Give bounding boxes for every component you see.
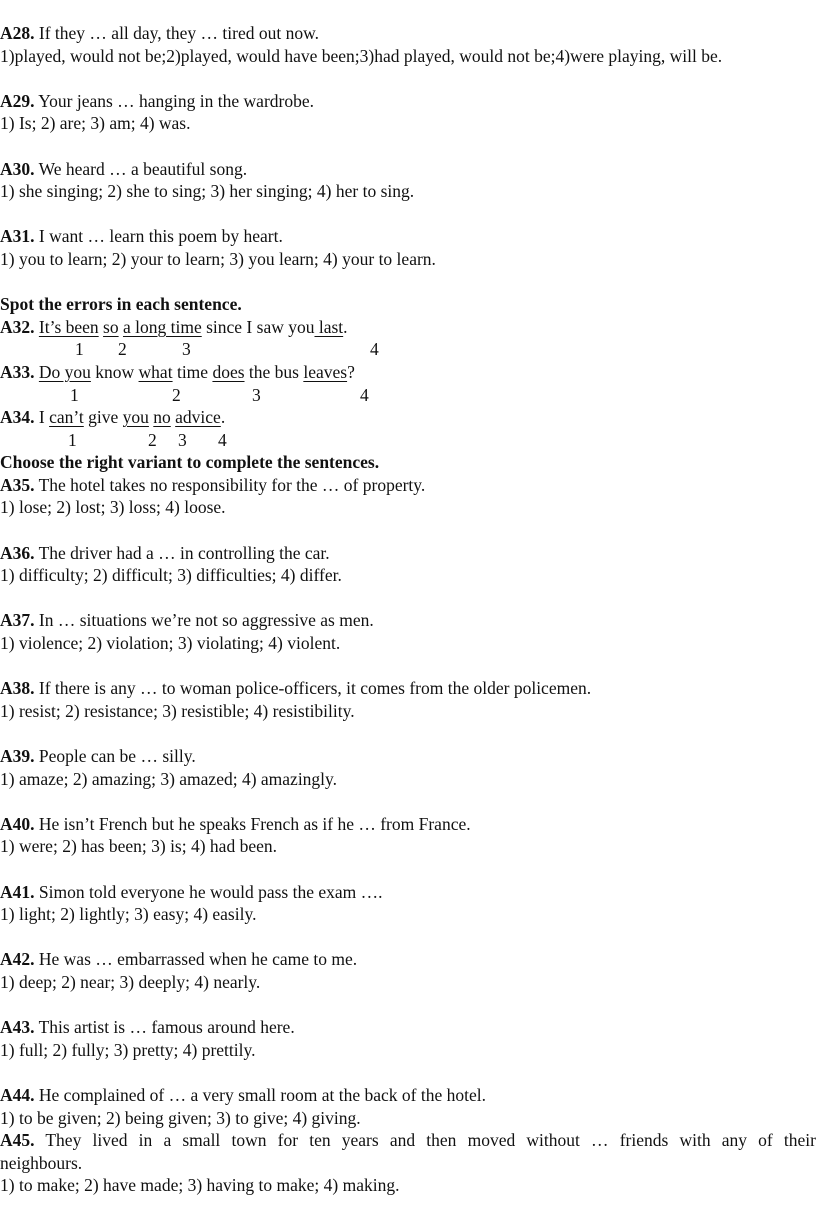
question-a41	[0, 881, 816, 926]
question-a35	[0, 474, 816, 519]
question-number: A28.	[0, 23, 35, 43]
section-heading-variants: Choose the right variant to complete the sentences.	[0, 452, 380, 473]
question-a36	[0, 542, 816, 587]
question-number: A37.	[0, 610, 35, 631]
underlined-part-3: a long time	[122, 316, 202, 337]
underlined-part-4: advice	[175, 407, 221, 428]
question-text: We heard … a beautiful song.	[34, 158, 248, 179]
question-text: In … situations we’re not so aggressive as men.	[34, 610, 374, 631]
part-number: 3	[252, 384, 261, 405]
question-a34: A34. I can’t give you no advice. 1 2 3 4	[0, 406, 816, 451]
answer-options: 1) deep; 2) near; 3) deeply; 4) nearly.	[0, 971, 261, 992]
question-a29	[0, 90, 816, 135]
question-number: A29.	[0, 90, 35, 111]
question-a45	[0, 1129, 816, 1197]
question-number: A45.	[0, 1130, 35, 1151]
question-number: A43.	[0, 1017, 35, 1038]
answer-options: 1)played, would not be;2)played, would have been;3)had played, would not be;4)were playing, will be.	[0, 45, 723, 66]
question-a30	[0, 158, 816, 203]
underlined-part-1: can’t	[49, 407, 84, 428]
underlined-part-1: Do you	[38, 361, 91, 382]
question-text: The driver had a … in controlling the car.	[34, 542, 330, 563]
part-number: 1	[70, 384, 79, 405]
part-number: 3	[178, 429, 187, 450]
question-number: A41.	[0, 881, 35, 902]
question-number: A30.	[0, 158, 35, 179]
answer-options: 1) she singing; 2) she to sing; 3) her singing; 4) her to sing.	[0, 181, 415, 202]
question-number: A39.	[0, 746, 35, 766]
answer-options: 1) lose; 2) lost; 3) loss; 4) loose.	[0, 497, 226, 518]
underlined-part-2: so	[103, 316, 119, 337]
underlined-part-3: does	[212, 361, 245, 382]
answer-options: 1) to be given; 2) being given; 3) to give; 4) giving.	[0, 1107, 361, 1128]
answer-options: 1) were; 2) has been; 3) is; 4) had been.	[0, 836, 277, 857]
question-text: If they … all day, they … tired out now.	[34, 23, 319, 43]
question-a38	[0, 677, 816, 722]
part-number: 3	[182, 339, 191, 360]
question-text-continued: neighbours.	[0, 1152, 83, 1173]
underlined-part-2: you	[122, 407, 149, 428]
question-number: A36.	[0, 542, 35, 563]
question-a32: A32. It’s been so a long time since I saw you last. 1 2 3 4	[0, 316, 816, 361]
question-number: A44.	[0, 1084, 35, 1105]
question-text: People can be … silly.	[34, 746, 196, 766]
question-number: A34.	[0, 407, 35, 428]
part-numbers	[0, 384, 816, 407]
question-text: This artist is … famous around here.	[34, 1017, 295, 1038]
question-number: A33.	[0, 361, 35, 382]
answer-options: 1) to make; 2) have made; 3) having to make; 4) making.	[0, 1175, 400, 1196]
part-number: 4	[360, 384, 369, 405]
question-a44	[0, 1084, 816, 1129]
part-number: 2	[148, 429, 157, 450]
answer-options: 1) light; 2) lightly; 3) easy; 4) easily.	[0, 904, 257, 925]
question-text: If there is any … to woman police-officers, it comes from the older policemen.	[34, 678, 592, 699]
section-heading-errors: Spot the errors in each sentence.	[0, 294, 242, 315]
underlined-part-1: It’s been	[38, 316, 99, 337]
part-numbers	[0, 429, 816, 452]
question-a37	[0, 609, 816, 654]
underlined-part-4: last	[314, 316, 344, 337]
question-a43	[0, 1016, 816, 1061]
question-a31	[0, 225, 816, 270]
underlined-part-2: what	[138, 361, 173, 382]
answer-options: 1) full; 2) fully; 3) pretty; 4) prettily.	[0, 1039, 256, 1060]
part-number: 2	[172, 384, 181, 405]
question-a39	[0, 745, 816, 790]
question-text: He isn’t French but he speaks French as if he … from France.	[34, 813, 471, 834]
question-a33: A33. Do you know what time does the bus leaves? 1 2 3 4	[0, 361, 816, 406]
question-text: He was … embarrassed when he came to me.	[34, 949, 358, 970]
part-number: 4	[370, 339, 379, 360]
part-number: 2	[118, 339, 127, 360]
question-a40	[0, 813, 816, 858]
answer-options: 1) Is; 2) are; 3) am; 4) was.	[0, 113, 191, 134]
test-page	[0, 22, 816, 1197]
answer-options: 1) resist; 2) resistance; 3) resistible; 4) resistibility.	[0, 700, 355, 721]
question-text: They lived in a small town for ten years and then moved without … friends with any of their	[34, 1130, 816, 1151]
answer-options: 1) you to learn; 2) your to learn; 3) you learn; 4) your to learn.	[0, 248, 436, 269]
answer-options: 1) difficulty; 2) difficult; 3) difficulties; 4) differ.	[0, 565, 342, 586]
question-text: Your jeans … hanging in the wardrobe.	[34, 90, 314, 111]
answer-options: 1) violence; 2) violation; 3) violating; 4) violent.	[0, 633, 341, 654]
question-number: A32.	[0, 316, 35, 337]
question-a28	[0, 22, 816, 67]
answer-options: 1) amaze; 2) amazing; 3) amazed; 4) amazingly.	[0, 768, 338, 789]
underlined-part-3: no	[153, 407, 171, 428]
question-number: A38.	[0, 678, 35, 699]
part-number: 1	[68, 429, 77, 450]
question-text: He complained of … a very small room at the back of the hotel.	[34, 1084, 486, 1105]
question-number: A31.	[0, 226, 35, 247]
question-number: A40.	[0, 813, 35, 834]
part-number: 1	[75, 339, 84, 360]
question-text: The hotel takes no responsibility for the … of property.	[34, 474, 426, 495]
question-text: Simon told everyone he would pass the exam ….	[34, 881, 383, 902]
underlined-part-4: leaves	[303, 361, 348, 382]
question-number: A42.	[0, 949, 35, 970]
part-number: 4	[218, 429, 227, 450]
question-number: A35.	[0, 474, 35, 495]
question-text: I want … learn this poem by heart.	[34, 226, 283, 247]
question-a42	[0, 948, 816, 993]
part-numbers	[0, 338, 816, 361]
